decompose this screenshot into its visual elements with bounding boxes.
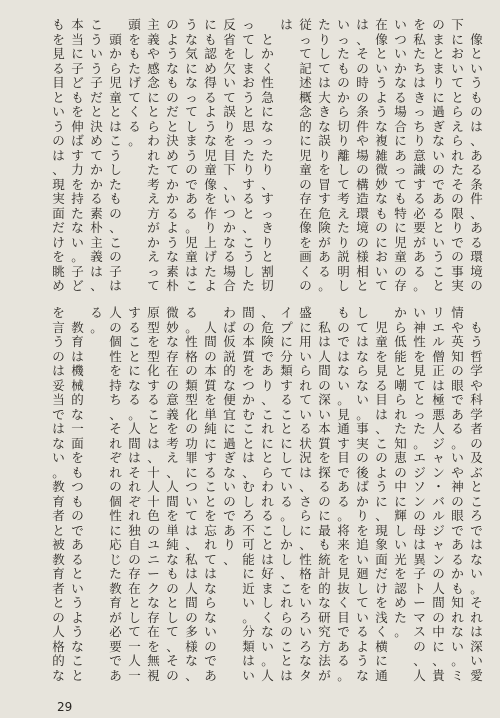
text-column: わ ば 仮 説 的 な 便 宜 に 過 ぎ な い の で あ り 、: [223, 306, 236, 567]
page-number: 29: [57, 700, 73, 714]
text-column: 本 当 に 子 ど も を 伸 ば す 力 を 持 た な い 。 子 ど: [71, 18, 84, 293]
bottom-text-block: [38, 306, 484, 701]
text-column: っ て し ま お う と 思 っ た り す る と 、 こ う し た: [242, 18, 255, 293]
text-column: の ま と ま り に 過 ぎ な い の で あ る と い う こ と: [432, 18, 445, 293]
text-column: リ エ ル 僧 正 は 極 悪 人 ジ ャ ン ・ バ ル ジ ャ ン の 人 間 の 中 に 、 貴: [432, 306, 445, 683]
text-column: も を 見 る 目 と い う の は 、 現 実 面 だ け を 眺 め: [52, 18, 65, 293]
text-column: る 。 性 格 の 類 型 化 の 功 罪 に つ い て は 、 私 は 人 間 の 多 様 な 、: [185, 306, 198, 683]
text-column: 児 童 を 見 る 目 は 、 こ の よ う に 、 現 象 面 だ け を 浅 く 横 に 通: [375, 319, 388, 683]
text-column: は 、 そ の 時 の 条 件 や 場 の 構 造 環 境 の 様 相 と: [356, 18, 369, 293]
text-column: し て は な ら な い 。 事 実 の 後 ば か り を 追 い 廻 し て い る よ う な: [356, 306, 369, 683]
text-column: も う 哲 学 や 科 学 者 の 及 ぶ と こ ろ で は な い 。 そ れ は 深 い 愛: [470, 319, 483, 683]
text-column: 像 と い う も の は 、 あ る 条 件 、 あ る 環 境 の: [470, 31, 483, 293]
text-column: 下 に お い て と ら え ら れ た そ の 限 り で の 事 実: [451, 18, 464, 293]
text-column: 在 像 と い う よ う な 複 雑 微 妙 な も の に お い て: [375, 18, 388, 293]
text-column: い つ い か な る 場 合 に あ っ て も 特 に 児 童 の 存: [394, 18, 407, 293]
text-column: も の で は な い 。 見 通 す 目 で あ る 。 将 来 を 見 抜 く 目 で あ る 。: [337, 306, 350, 683]
text-column: 従 っ て 記 述 概 念 的 に 児 童 の 存 在 像 を 画 く の: [299, 18, 312, 293]
text-column: 人 の 個 性 を 持 ち 、 そ れ ぞ れ の 個 性 に 応 じ た 教 育 が 必 要 で あ: [109, 306, 122, 683]
text-column: 主 義 や 感 念 に と ら わ れ た 考 え 方 が か え っ て: [147, 18, 160, 293]
text-column: と か く 性 急 に な っ た り 、 す っ き り と 割 切: [261, 31, 274, 293]
text-column: 私 は 人 間 の 深 い 本 質 を 探 る の に 最 も 統 計 的 な 研 究 方 法 が: [318, 319, 331, 683]
text-column: を 言 う の は 妥 当 で は な い 。 教 育 者 と 被 教 育 者 と の 人 格 的 な: [52, 306, 65, 683]
text-column: を 私 た ち は き っ ち り 意 識 す る 必 要 が あ る 。: [413, 18, 426, 293]
text-column: 人 間 の 本 質 を 単 純 に す る こ と を 忘 れ て は な ら な い の で あ: [204, 319, 217, 683]
text-column: い 神 性 を 見 て と っ た 。 エ ジ ソ ン の 母 は 異 子 ト ー マ ス の 、 人: [413, 306, 426, 683]
text-column: 反 省 を 欠 い て 誤 り を 目 下 、 い つ か な る 場 合: [223, 18, 236, 293]
text-column: る 。: [90, 306, 103, 335]
text-column: 原 型 を 型 化 す る こ と は 、 十 人 十 色 の ユ ニ ー ク な 存 在 を 無 視: [147, 306, 160, 683]
text-column: 微 妙 な 存 在 の 意 義 を 考 え 、 人 間 を 単 純 な も の と し て 、 そ の: [166, 306, 179, 683]
text-column: 頭 を も た げ て く る 。: [128, 18, 141, 148]
text-column: た り し て は 大 き な 誤 り を 冒 す 危 険 が あ る 。: [318, 18, 331, 293]
text-column: 間 の 本 質 を つ か む こ と は 、 む し ろ 不 可 能 に 近 い 。 分 類 は い: [242, 306, 255, 683]
text-column: の よ う な も の だ と 決 め て か か る よ う な 素 朴: [166, 18, 179, 293]
text-column: 頭 か ら 児 童 と は こ う し た も の 、 こ の 子 は: [109, 31, 122, 293]
text-column: こ う い う 子 だ と 決 め て か か る 素 朴 主 義 は 、: [90, 18, 103, 293]
text-column: に も 認 め 得 る よ う な 児 童 像 を 作 り 上 げ た よ: [204, 18, 217, 293]
text-column: 、 危 険 で あ り 、 こ れ に と ら わ れ る こ と は 好 ま し く な い 。 人: [261, 306, 274, 683]
text-column: イ プ に 分 類 す る こ と に し て い る 。 し か し 、 こ れ ら の こ と は: [280, 306, 293, 683]
text-column: い っ た も の か ら 切 り 離 し て 考 え た り 説 明 し: [337, 18, 350, 293]
text-column: は: [280, 18, 293, 32]
text-column: 教 育 は 機 械 的 な 一 面 を も つ も の で あ る と い う よ う な こ と: [71, 319, 84, 683]
text-column: 情 や 英 知 の 眼 で あ る 。 い や 神 の 眼 で あ る か も 知 れ な い 。 ミ: [451, 306, 464, 683]
text-column: か ら 低 能 と 嘲 ら れ た 知 恵 の 中 に 輝 し い 光 を 認 め た 。: [394, 306, 407, 639]
text-column: す る こ と に な る 。 人 間 は そ れ ぞ れ 独 自 の 存 在 と し て 一 人 一: [128, 306, 141, 683]
text-column: う な 気 に な っ て し ま う の で あ る 。 児 童 は こ: [185, 18, 198, 293]
text-column: 盛 に 用 い ら れ て い る 状 況 は 、 さ ら に 、 性 格 を い ろ い ろ な タ: [299, 306, 312, 683]
